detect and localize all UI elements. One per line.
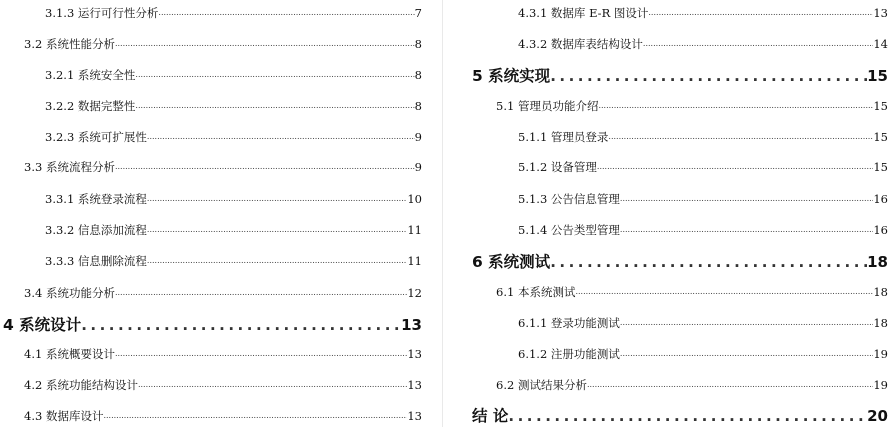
toc-leader-dots [135, 98, 414, 114]
toc-leader-dots [115, 346, 407, 362]
toc-entry-title: 4.3 数据库设计 [24, 409, 104, 423]
toc-chapter-entry[interactable] [472, 65, 888, 87]
toc-entry[interactable] [45, 98, 422, 114]
toc-leader-dots [508, 405, 867, 427]
toc-entry-title: 4.3.1 数据库 E-R 图设计 [518, 6, 649, 20]
page-divider [442, 0, 443, 427]
toc-entry-title: 4.1 系统概要设计 [24, 347, 115, 361]
toc-leader-dots [147, 191, 407, 207]
toc-entry[interactable] [518, 346, 888, 362]
toc-leader-dots [587, 377, 873, 393]
toc-leader-dots [138, 377, 407, 393]
toc-entry[interactable] [24, 377, 422, 393]
toc-entry-title: 4 系统设计 [3, 316, 82, 334]
toc-chapter-entry[interactable] [472, 405, 888, 427]
toc-entry-title: 3.3.1 系统登录流程 [45, 192, 147, 206]
toc-leader-dots [620, 191, 873, 207]
toc-entry[interactable] [518, 159, 888, 175]
toc-page-number: 20 [867, 407, 888, 425]
toc-leader-dots [115, 285, 407, 301]
toc-page-number: 18 [873, 316, 888, 330]
toc-leader-dots [135, 67, 414, 83]
toc-leader-dots [597, 159, 873, 175]
toc-entry-title: 5.1.2 设备管理 [518, 160, 597, 174]
toc-right-column [466, 0, 888, 427]
toc-entry[interactable] [45, 253, 422, 269]
toc-entry-title: 5.1.4 公告类型管理 [518, 223, 620, 237]
toc-leader-dots [147, 129, 415, 145]
toc-entry-title: 3.2.2 数据完整性 [45, 99, 136, 113]
toc-page-number: 9 [414, 130, 422, 144]
toc-left-column [0, 0, 422, 427]
toc-page-number: 8 [414, 68, 422, 82]
toc-page-number: 14 [873, 37, 888, 51]
toc-entry-title: 3.3 系统流程分析 [24, 160, 115, 174]
toc-entry[interactable] [518, 191, 888, 207]
toc-entry[interactable] [518, 222, 888, 238]
toc-leader-dots [147, 222, 407, 238]
toc-entry[interactable] [45, 222, 422, 238]
toc-page-number: 16 [873, 192, 888, 206]
toc-leader-dots [648, 5, 873, 21]
toc-page-number: 11 [407, 254, 422, 268]
toc-entry-title: 结 论 [472, 407, 509, 425]
toc-page-number: 8 [414, 37, 422, 51]
toc-leader-dots [643, 36, 873, 52]
toc-leader-dots [620, 315, 873, 331]
toc-leader-dots [620, 222, 873, 238]
toc-page-number: 13 [407, 409, 422, 423]
toc-entry-title: 3.2 系统性能分析 [24, 37, 115, 51]
toc-leader-dots [81, 314, 401, 336]
toc-entry-title: 3.3.2 信息添加流程 [45, 223, 147, 237]
toc-page-number: 16 [873, 223, 888, 237]
toc-entry[interactable] [45, 5, 422, 21]
toc-page-number: 7 [414, 6, 422, 20]
toc-page-number: 9 [414, 160, 422, 174]
toc-entry-title: 5.1.1 管理员登录 [518, 130, 609, 144]
toc-entry-title: 6 系统测试 [472, 253, 551, 271]
toc-entry[interactable] [518, 315, 888, 331]
toc-entry[interactable] [24, 36, 422, 52]
toc-page-number: 18 [873, 285, 888, 299]
toc-entry-title: 5.1 管理员功能介绍 [496, 99, 599, 113]
toc-entry-title: 3.4 系统功能分析 [24, 286, 115, 300]
toc-leader-dots [147, 253, 407, 269]
toc-entry[interactable] [496, 98, 888, 114]
toc-leader-dots [550, 251, 867, 273]
toc-page-number: 19 [873, 378, 888, 392]
toc-leader-dots [103, 408, 407, 424]
toc-page-number: 12 [407, 286, 422, 300]
toc-entry-title: 3.3.3 信息删除流程 [45, 254, 147, 268]
toc-entry-title: 6.1.2 注册功能测试 [518, 347, 620, 361]
toc-page-number: 15 [873, 130, 888, 144]
toc-leader-dots [598, 98, 873, 114]
toc-leader-dots [550, 65, 867, 87]
toc-page-number: 15 [873, 99, 888, 113]
toc-entry-title: 4.2 系统功能结构设计 [24, 378, 138, 392]
toc-page-number: 11 [407, 223, 422, 237]
toc-page-number: 15 [867, 67, 888, 85]
toc-entry-title: 5.1.3 公告信息管理 [518, 192, 620, 206]
toc-page-number: 13 [401, 316, 422, 334]
toc-leader-dots [115, 159, 415, 175]
toc-page-number: 8 [414, 99, 422, 113]
toc-entry[interactable] [24, 159, 422, 175]
toc-page-number: 10 [407, 192, 422, 206]
toc-entry[interactable] [45, 191, 422, 207]
toc-chapter-entry[interactable] [3, 314, 422, 336]
toc-entry-title: 3.2.1 系统安全性 [45, 68, 136, 82]
toc-entry-title: 6.1 本系统测试 [496, 285, 576, 299]
toc-entry[interactable] [24, 285, 422, 301]
toc-entry-title: 6.1.1 登录功能测试 [518, 316, 620, 330]
toc-page-number: 13 [873, 6, 888, 20]
toc-entry-title: 3.2.3 系统可扩展性 [45, 130, 147, 144]
toc-entry[interactable] [24, 408, 422, 424]
toc-leader-dots [575, 284, 873, 300]
toc-page-number: 15 [873, 160, 888, 174]
toc-chapter-entry[interactable] [472, 251, 888, 273]
toc-entry-title: 3.1.3 运行可行性分析 [45, 6, 159, 20]
toc-entry[interactable] [496, 284, 888, 300]
toc-leader-dots [620, 346, 873, 362]
toc-entry[interactable] [45, 67, 422, 83]
toc-page-number: 13 [407, 347, 422, 361]
toc-leader-dots [115, 36, 415, 52]
toc-page-number: 19 [873, 347, 888, 361]
toc-leader-dots [608, 129, 873, 145]
toc-page-number: 18 [867, 253, 888, 271]
toc-entry[interactable] [518, 36, 888, 52]
toc-entry[interactable] [24, 346, 422, 362]
toc-page-number: 13 [407, 378, 422, 392]
toc-entry-title: 6.2 测试结果分析 [496, 378, 587, 392]
toc-leader-dots [158, 5, 414, 21]
toc-entry[interactable] [45, 129, 422, 145]
toc-entry[interactable] [518, 129, 888, 145]
toc-entry[interactable] [518, 5, 888, 21]
toc-entry-title: 5 系统实现 [472, 67, 551, 85]
toc-entry-title: 4.3.2 数据库表结构设计 [518, 37, 643, 51]
toc-entry[interactable] [496, 377, 888, 393]
